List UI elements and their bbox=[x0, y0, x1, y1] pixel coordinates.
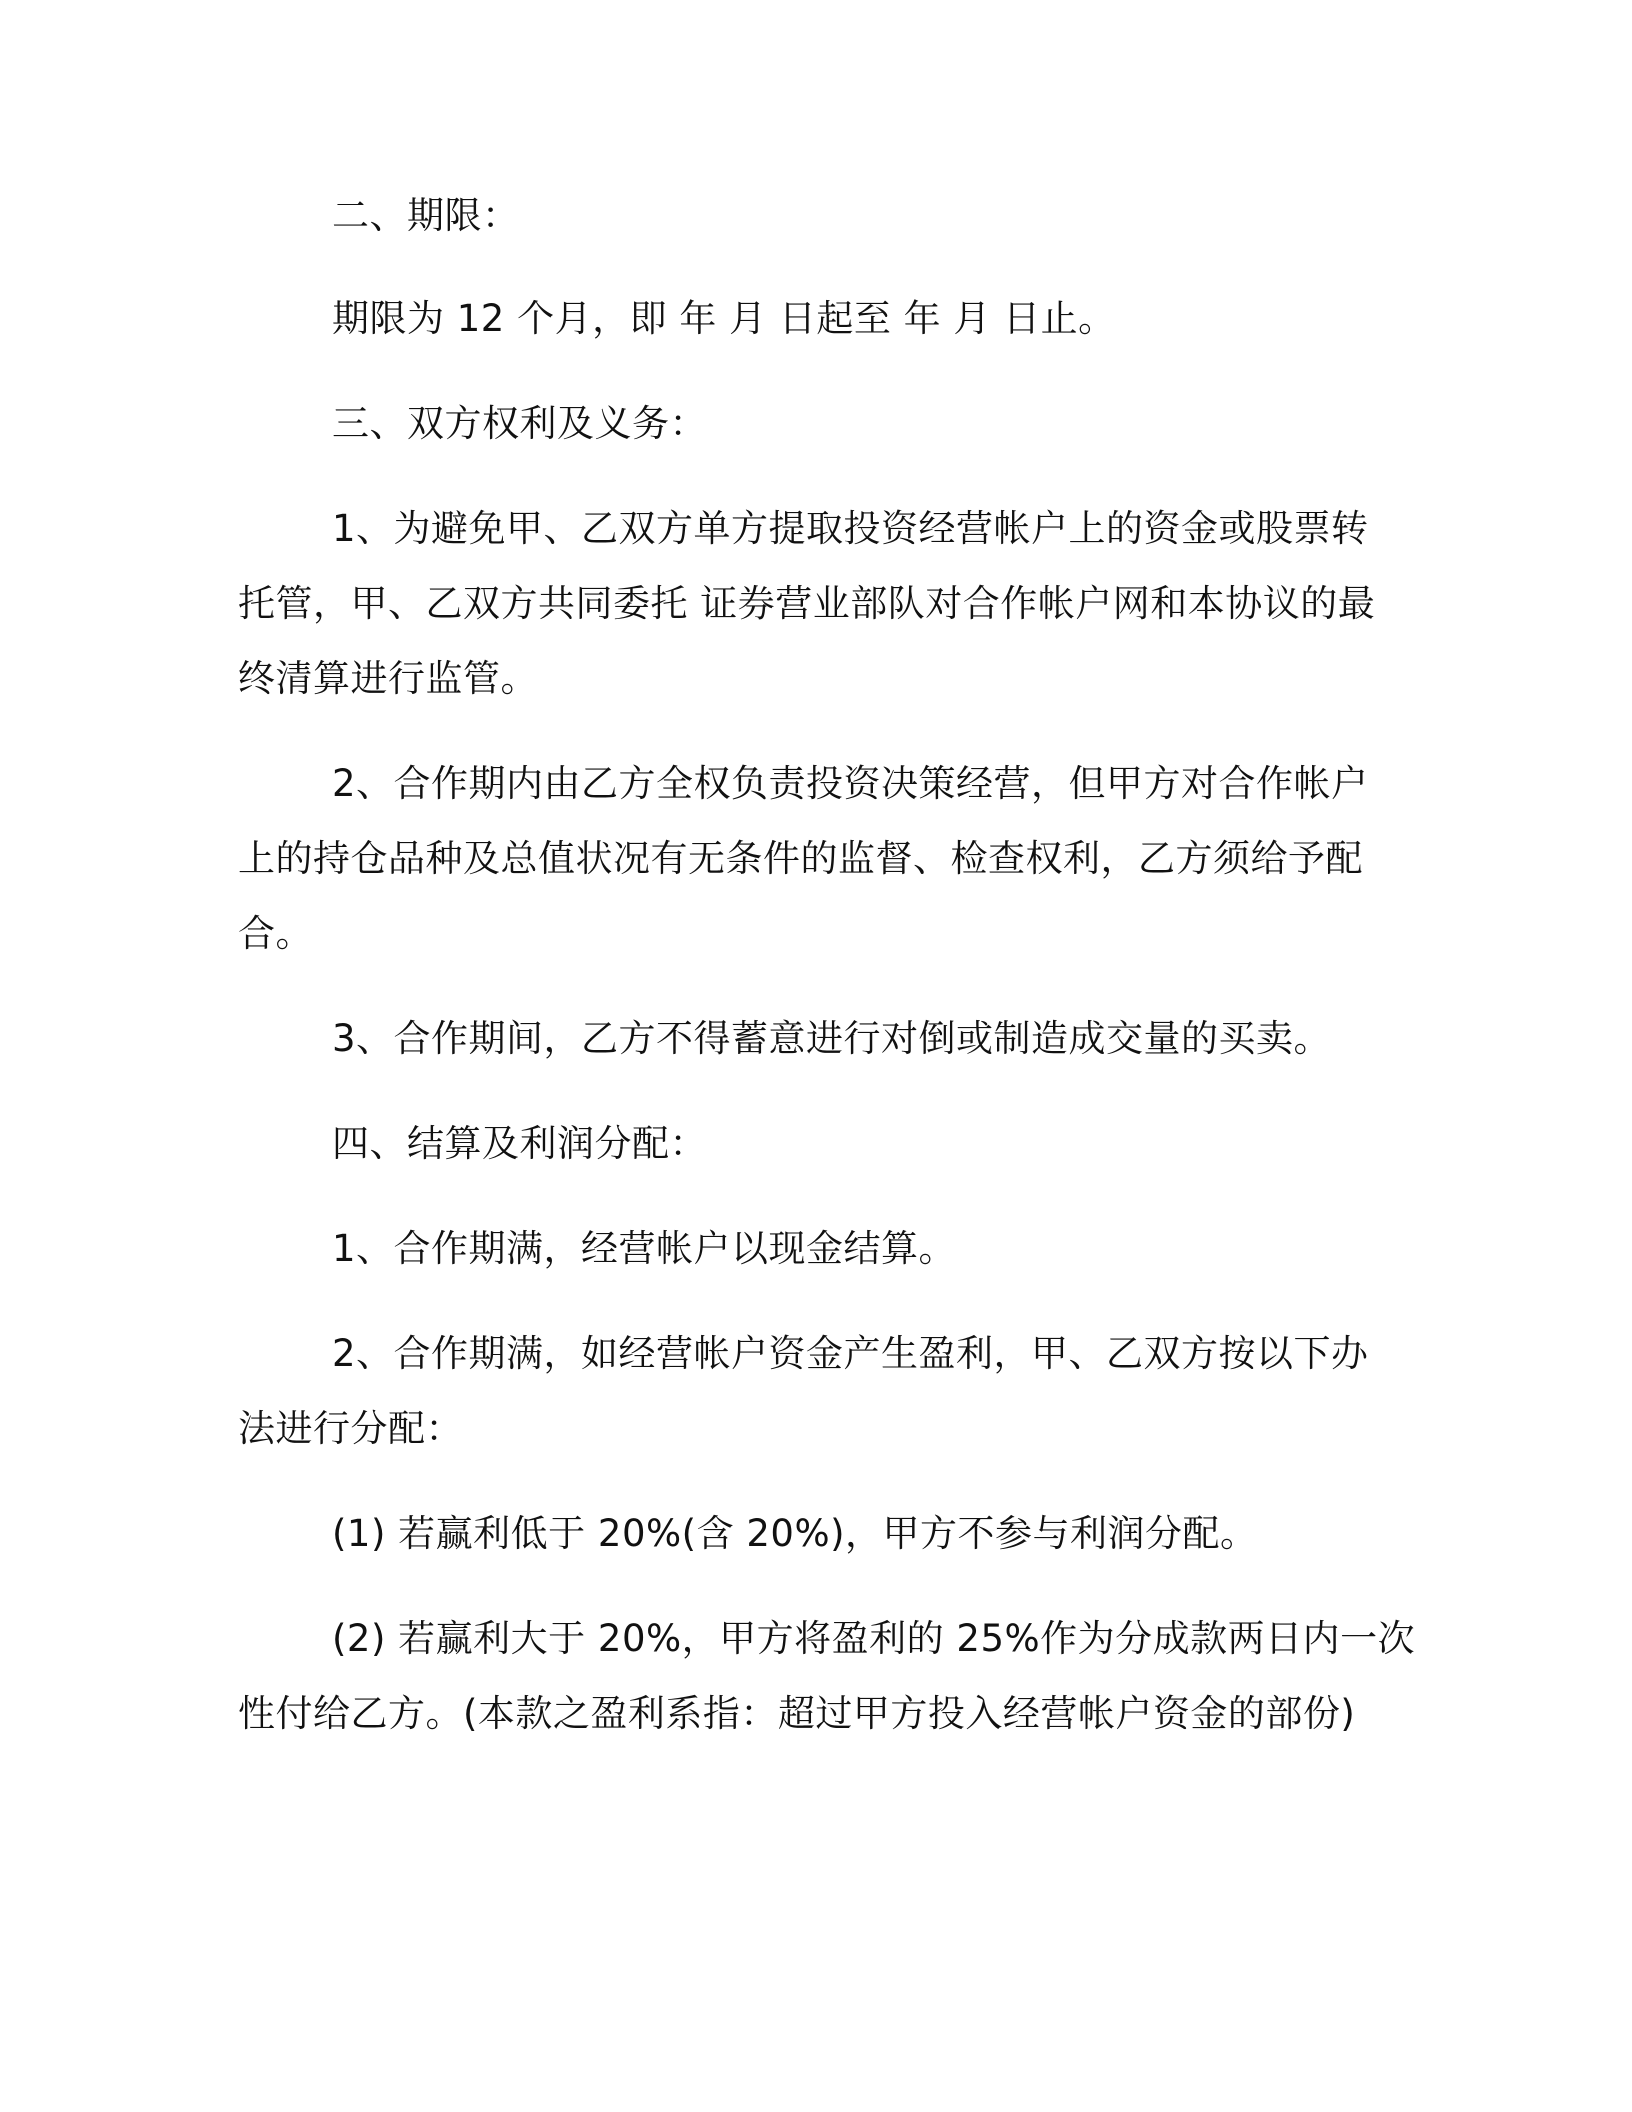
section-heading-settlement: 四、结算及利润分配： bbox=[332, 1122, 707, 1165]
paragraph-line: 合。 bbox=[238, 912, 313, 955]
paragraph-term-duration: 期限为 12 个月，即 年 月 日起至 年 月 日止。 bbox=[332, 297, 1116, 340]
paragraph-line: 3、合作期间，乙方不得蓄意进行对倒或制造成交量的买卖。 bbox=[332, 1017, 1332, 1060]
section-heading-term: 二、期限： bbox=[332, 194, 520, 237]
paragraph-line: 2、合作期内由乙方全权负责投资决策经营，但甲方对合作帐户 bbox=[332, 762, 1369, 805]
paragraph-line: 1、为避免甲、乙双方单方提取投资经营帐户上的资金或股票转 bbox=[332, 507, 1369, 550]
paragraph-line: 法进行分配： bbox=[238, 1407, 463, 1450]
paragraph-line: 托管，甲、乙双方共同委托 证券营业部队对合作帐户网和本协议的最 bbox=[238, 582, 1376, 625]
section-heading-rights: 三、双方权利及义务： bbox=[332, 402, 707, 445]
paragraph-line: 性付给乙方。(本款之盈利系指：超过甲方投入经营帐户资金的部份) bbox=[238, 1692, 1356, 1735]
paragraph-line: 上的持仓品种及总值状况有无条件的监督、检查权利，乙方须给予配 bbox=[238, 837, 1363, 880]
paragraph-line: 终清算进行监管。 bbox=[238, 657, 538, 700]
paragraph-line: 1、合作期满，经营帐户以现金结算。 bbox=[332, 1227, 957, 1270]
paragraph-line: (2) 若赢利大于 20%，甲方将盈利的 25%作为分成款两日内一次 bbox=[332, 1617, 1416, 1660]
paragraph-line: (1) 若赢利低于 20%(含 20%)，甲方不参与利润分配。 bbox=[332, 1512, 1258, 1555]
paragraph-line: 2、合作期满，如经营帐户资金产生盈利，甲、乙双方按以下办 bbox=[332, 1332, 1369, 1375]
